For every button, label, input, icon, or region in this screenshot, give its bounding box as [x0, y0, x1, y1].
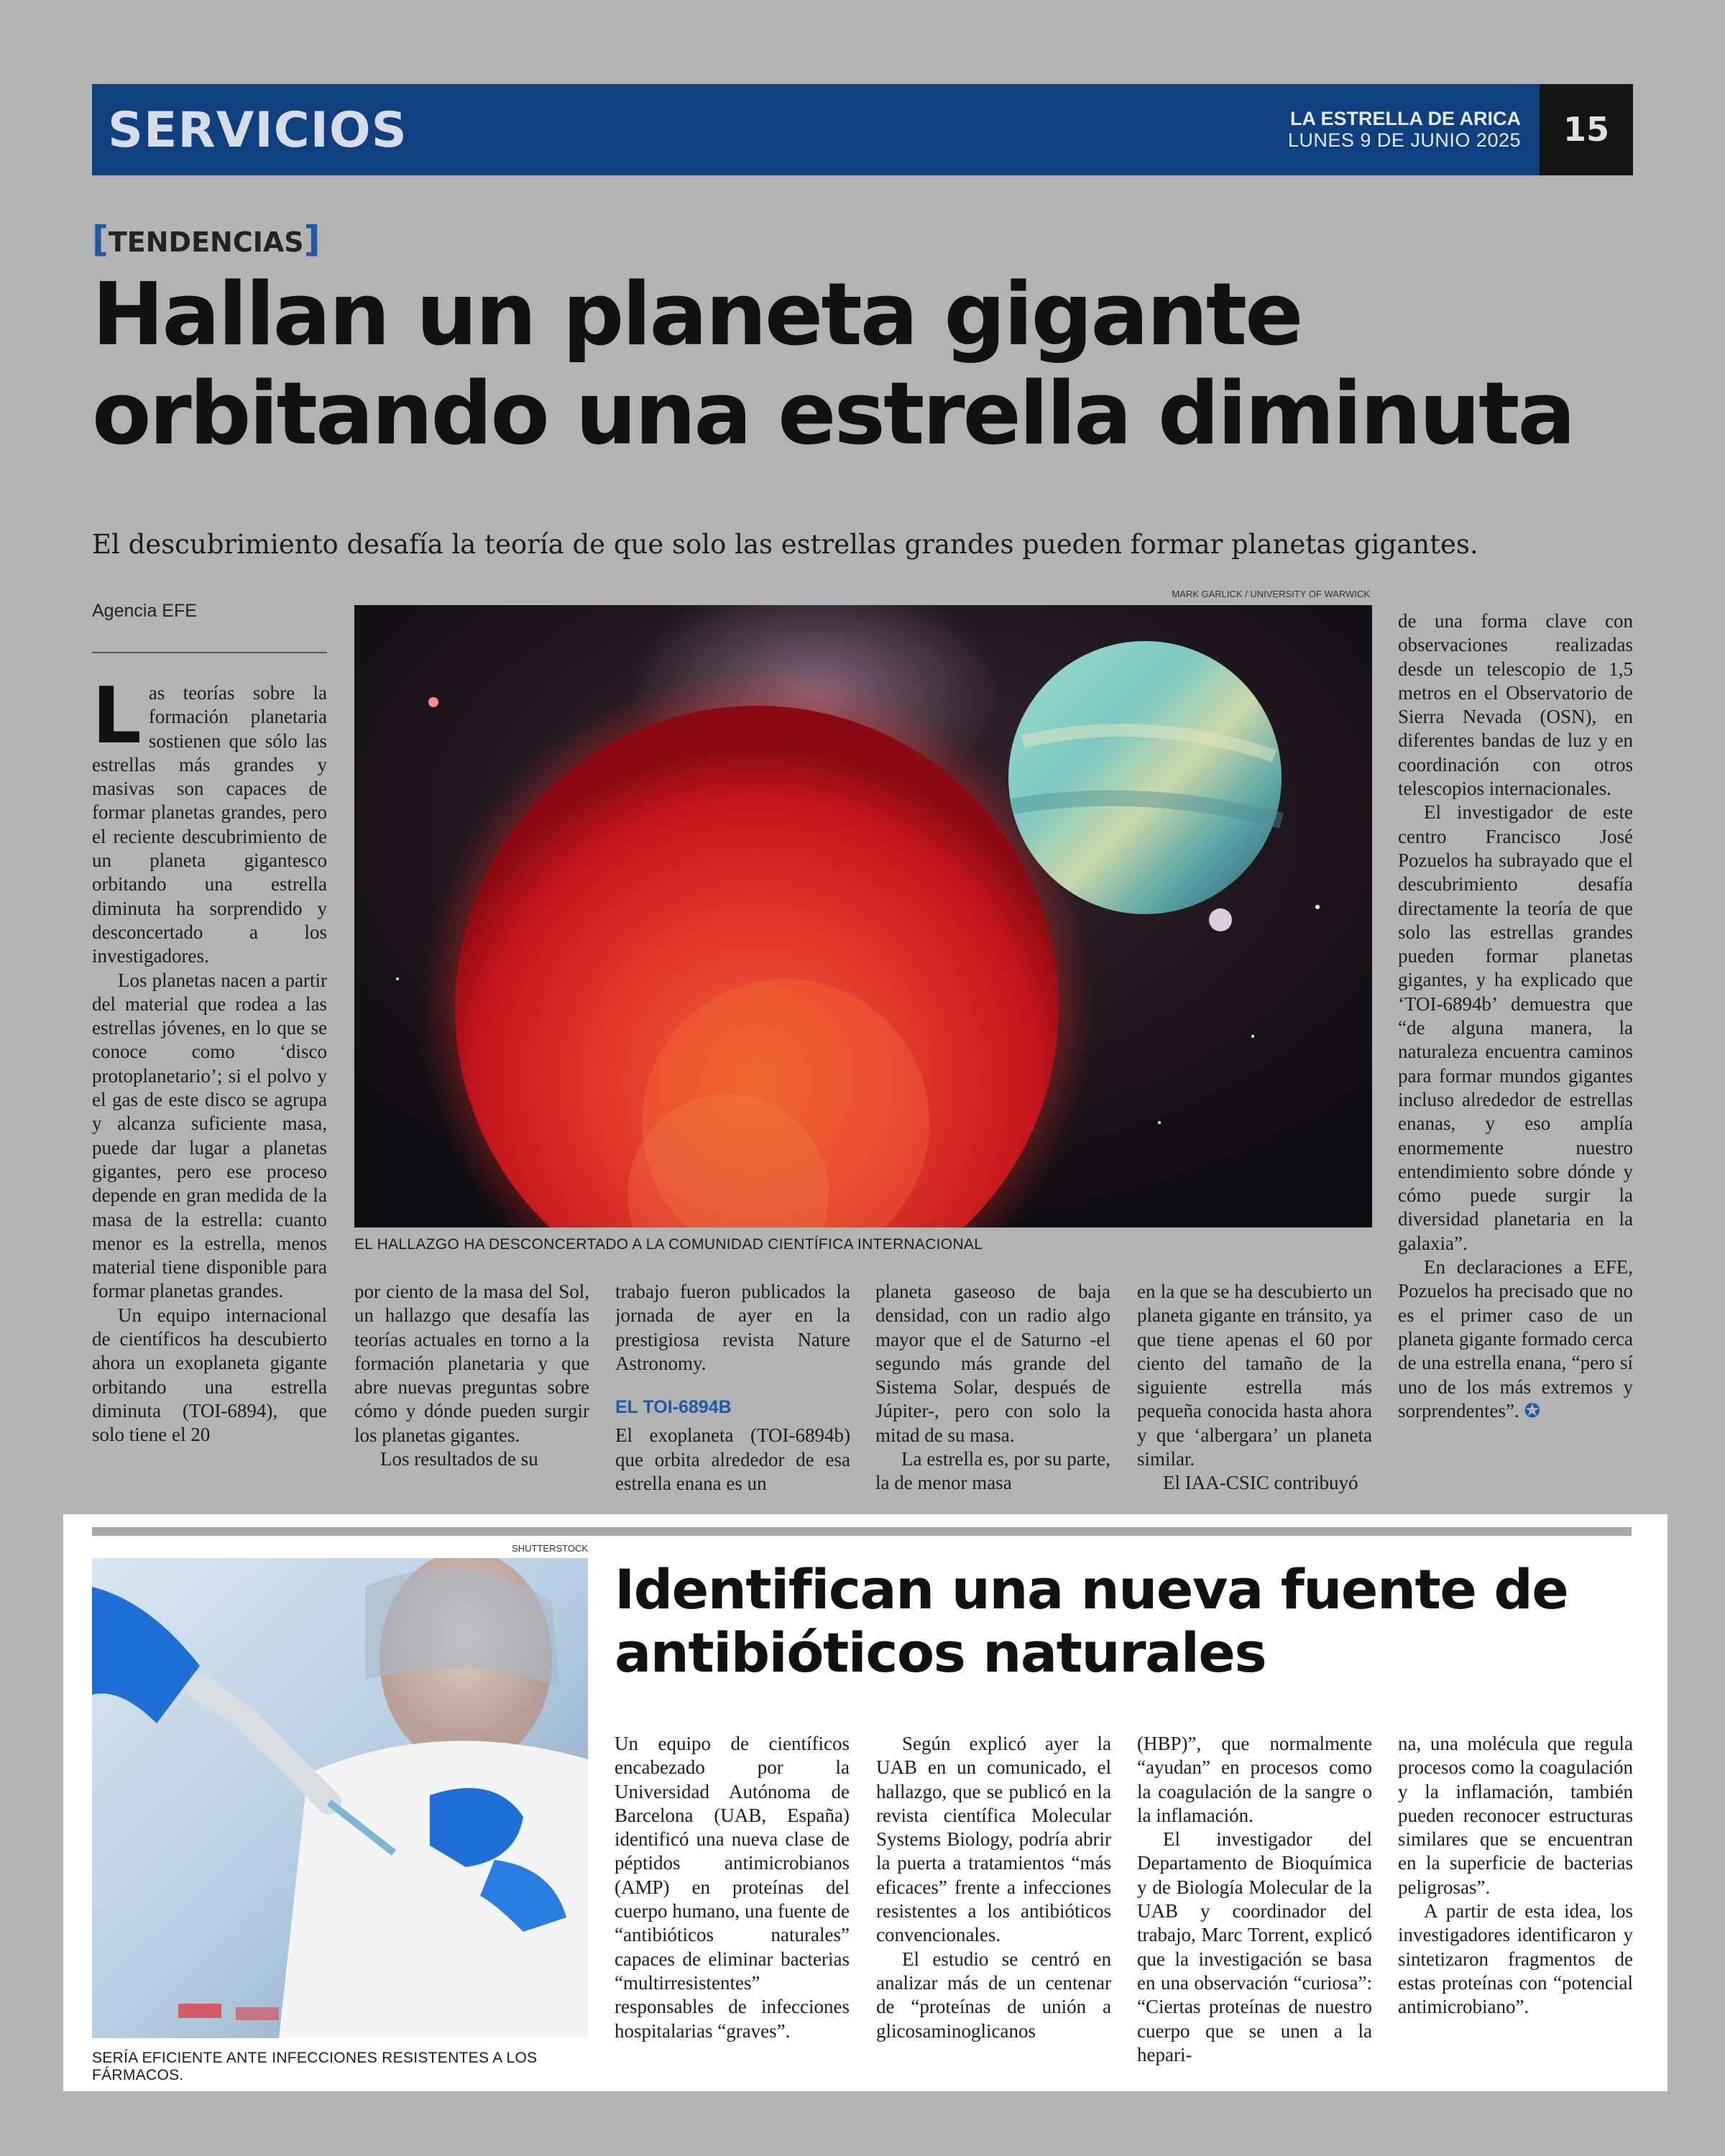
main-headline-line-1: Hallan un planeta gigante: [92, 265, 1302, 365]
article1-column-6: [1398, 609, 1633, 1502]
planet-illustration: [354, 605, 1372, 1227]
main-headline-line-2: orbitando una estrella diminuta: [92, 364, 1574, 464]
lab-photo-svg: [92, 1558, 588, 2038]
article1-column-5: [1137, 1280, 1372, 1502]
article1-column-4: [875, 1280, 1110, 1502]
article1-paragraph: por ciento de la masa del Sol, un hallazgo que desafía las teorías actuales en torno a la formación planetaria y que abre nuevas preguntas sobre cómo y dónde pueden surgir los planetas gigantes.: [354, 1281, 589, 1446]
kicker-bracket-open: [: [92, 218, 109, 260]
secondary-headline-line-2: antibióticos naturales: [615, 1621, 1266, 1685]
article1-paragraph: La estrella es, por su parte, la de menor masa: [875, 1448, 1110, 1494]
article1-column-2: [354, 1280, 589, 1502]
article1-paragraph: trabajo fueron publicados la jornada de ayer en la prestigiosa revista Nature Astronomy.: [615, 1281, 850, 1374]
article2-column-2: [876, 1732, 1111, 2077]
article1-paragraph: de una forma clave con observaciones realizadas desde un telescopio de 1,5 metros en el Observatorio de Sierra Nevada (OSN), en diferentes bandas de luz y en coordinación con otros telescopios internacionales.: [1398, 610, 1633, 800]
article-subhead: El descubrimiento desafía la teoría de que solo las estrellas grandes pueden formar planetas gigantes.: [92, 529, 1478, 560]
article2-paragraph: Un equipo de científicos encabezado por la Universidad Autónoma de Barcelona (UAB, España) identificó una nueva clase de péptidos antimicrobianos (AMP) en proteínas del cuerpo humano, una fuente de “antibióticos naturales” capaces de eliminar bacterias “multirresistentes” responsables de infecciones hospitalarias “graves”.: [615, 1733, 850, 2042]
photo-caption: SERÍA EFICIENTE ANTE INFECCIONES RESISTENTES A LOS FÁRMACOS.: [92, 2050, 538, 2083]
article1-column-3: [615, 1280, 850, 1502]
article1-paragraph: Un equipo internacional de científicos ha descubierto ahora un exoplaneta gigante orbitando una estrella diminuta (TOI-6894), que solo tiene el 20: [92, 1304, 327, 1446]
article2-paragraph: El estudio se centró en analizar más de un centenar de “proteínas de unión a glicosaminoglicanos: [876, 1948, 1111, 2042]
article1-paragraph: El investigador de este centro Francisco José Pozuelos ha subrayado que el descubrimiento desafía directamente la teoría de que solo las estrellas grandes pueden formar planetas gigantes, y ha explicado que ‘TOI-6894b’ demuestra que “de alguna manera, la naturaleza encuentra caminos para formar mundos gigantes incluso alrededor de estrellas enanas, y eso amplía enormemente nuestro entendimiento sobre dónde y cómo puede surgir la diversidad planetaria en la galaxia”.: [1398, 801, 1633, 1254]
main-headline: [92, 266, 1637, 464]
article2-paragraph: A partir de esta idea, los investigadores identificaron y sintetizaron fragmentos de estas proteínas con “potencial antimicrobiano”.: [1398, 1900, 1633, 2018]
page-number: 15: [1563, 110, 1609, 149]
article2-paragraph: (HBP)”, que normalmente “ayudan” en procesos como la coagulación de la sangre o la inflamación.: [1137, 1733, 1372, 1826]
kicker-text: TENDENCIAS: [108, 226, 304, 258]
section-title: SERVICIOS: [108, 102, 408, 159]
article2-column-4: [1398, 1732, 1633, 2077]
end-mark-icon: ✪: [1524, 1399, 1541, 1422]
article1-paragraph: El exoplaneta (TOI-6894b) que orbita alrededor de esa estrella enana es un: [615, 1424, 850, 1495]
inline-subhead: EL TOI-6894B: [615, 1397, 732, 1418]
secondary-headline: [615, 1558, 1635, 1685]
drop-cap: L: [92, 681, 142, 761]
byline: Agencia EFE: [92, 601, 197, 621]
article2-paragraph: Según explicó ayer la UAB en un comunicado, el hallazgo, que se publicó en la revista científica Molecular Systems Biology, podría abrir la puerta a tratamientos “más eficaces” frente a infecciones resistentes a los antibióticos convencionales.: [876, 1733, 1111, 1946]
article1-paragraph: Los resultados de su: [380, 1448, 538, 1470]
planet-illustration-svg: [354, 605, 1372, 1227]
photo-caption: EL HALLAZGO HA DESCONCERTADO A LA COMUNIDAD CIENTÍFICA INTERNACIONAL: [354, 1236, 983, 1253]
newspaper-name: LA ESTRELLA DE ARICA: [1290, 108, 1521, 129]
article1-paragraph: as teorías sobre la formación planetaria sostienen que sólo las estrellas más grandes y masivas son capaces de formar planetas grandes, pero el reciente descubrimiento de un planeta gigantesco orbitando una estrella diminuta ha sorprendido y desconcertado a los investigadores.: [92, 682, 327, 967]
photo-credit: SHUTTERSTOCK: [512, 1543, 588, 1554]
article1-paragraph: En declaraciones a EFE, Pozuelos ha precisado que no es el primer caso de un planeta gigante formado cerca de una estrella enana, “pero sí uno de los más extremos y sorprendentes”.: [1398, 1256, 1633, 1422]
lab-scientist-photo: [92, 1558, 588, 2038]
article1-column-1: [92, 681, 327, 1502]
article1-paragraph: en la que se ha descubierto un planeta gigante en tránsito, ya que tiene apenas el 60 por ciento del tamaño de la siguiente estrella más pequeña conocida hasta ahora y que ‘albergara’ un planeta similar.: [1137, 1281, 1372, 1470]
article1-paragraph: Los planetas nacen a partir del material que rodea a las estrellas jóvenes, en lo que se conoce como ‘disco protoplanetario’; si el polvo y el gas de este disco se agrupa y alcanza suficiente masa, puede dar lugar a planetas gigantes, pero ese proceso depende en gran medida de la masa de la estrella: cuanto menor es la estrella, menos material tiene disponible para formar planetas grandes.: [92, 969, 327, 1302]
secondary-article-top-rule: [92, 1527, 1632, 1536]
article2-paragraph: El investigador del Departamento de Bioquímica y de Biología Molecular de la UAB y coordinador del trabajo, Marc Torrent, explicó que la investigación se basa en una observación “curiosa”: “Ciertas proteínas de nuestro cuerpo que se unen a la hepari-: [1137, 1828, 1372, 2065]
publication-date: LUNES 9 DE JUNIO 2025: [1287, 129, 1521, 151]
article2-paragraph: na, una molécula que regula procesos como la coagulación y la inflamación, también pueden reconocer estructuras similares que se encuentran en la superficie de bacterias peligrosas”.: [1398, 1733, 1633, 1898]
kicker-bracket-close: ]: [303, 218, 321, 260]
article2-column-1: [615, 1732, 850, 2077]
article1-paragraph: El IAA-CSIC contribuyó: [1163, 1472, 1358, 1494]
photo-credit: MARK GARLICK / UNIVERSITY OF WARWICK: [1172, 589, 1370, 599]
article1-paragraph: planeta gaseoso de baja densidad, con un radio algo mayor que el de Saturno -el segundo más grande del Sistema Solar, después de Júpiter-, pero con solo la mitad de su masa.: [875, 1281, 1110, 1446]
article2-column-3: [1137, 1732, 1372, 2077]
secondary-headline-line-1: Identifican una nueva fuente de: [615, 1557, 1568, 1621]
kicker-label: [92, 220, 321, 262]
byline-divider: [92, 652, 327, 653]
